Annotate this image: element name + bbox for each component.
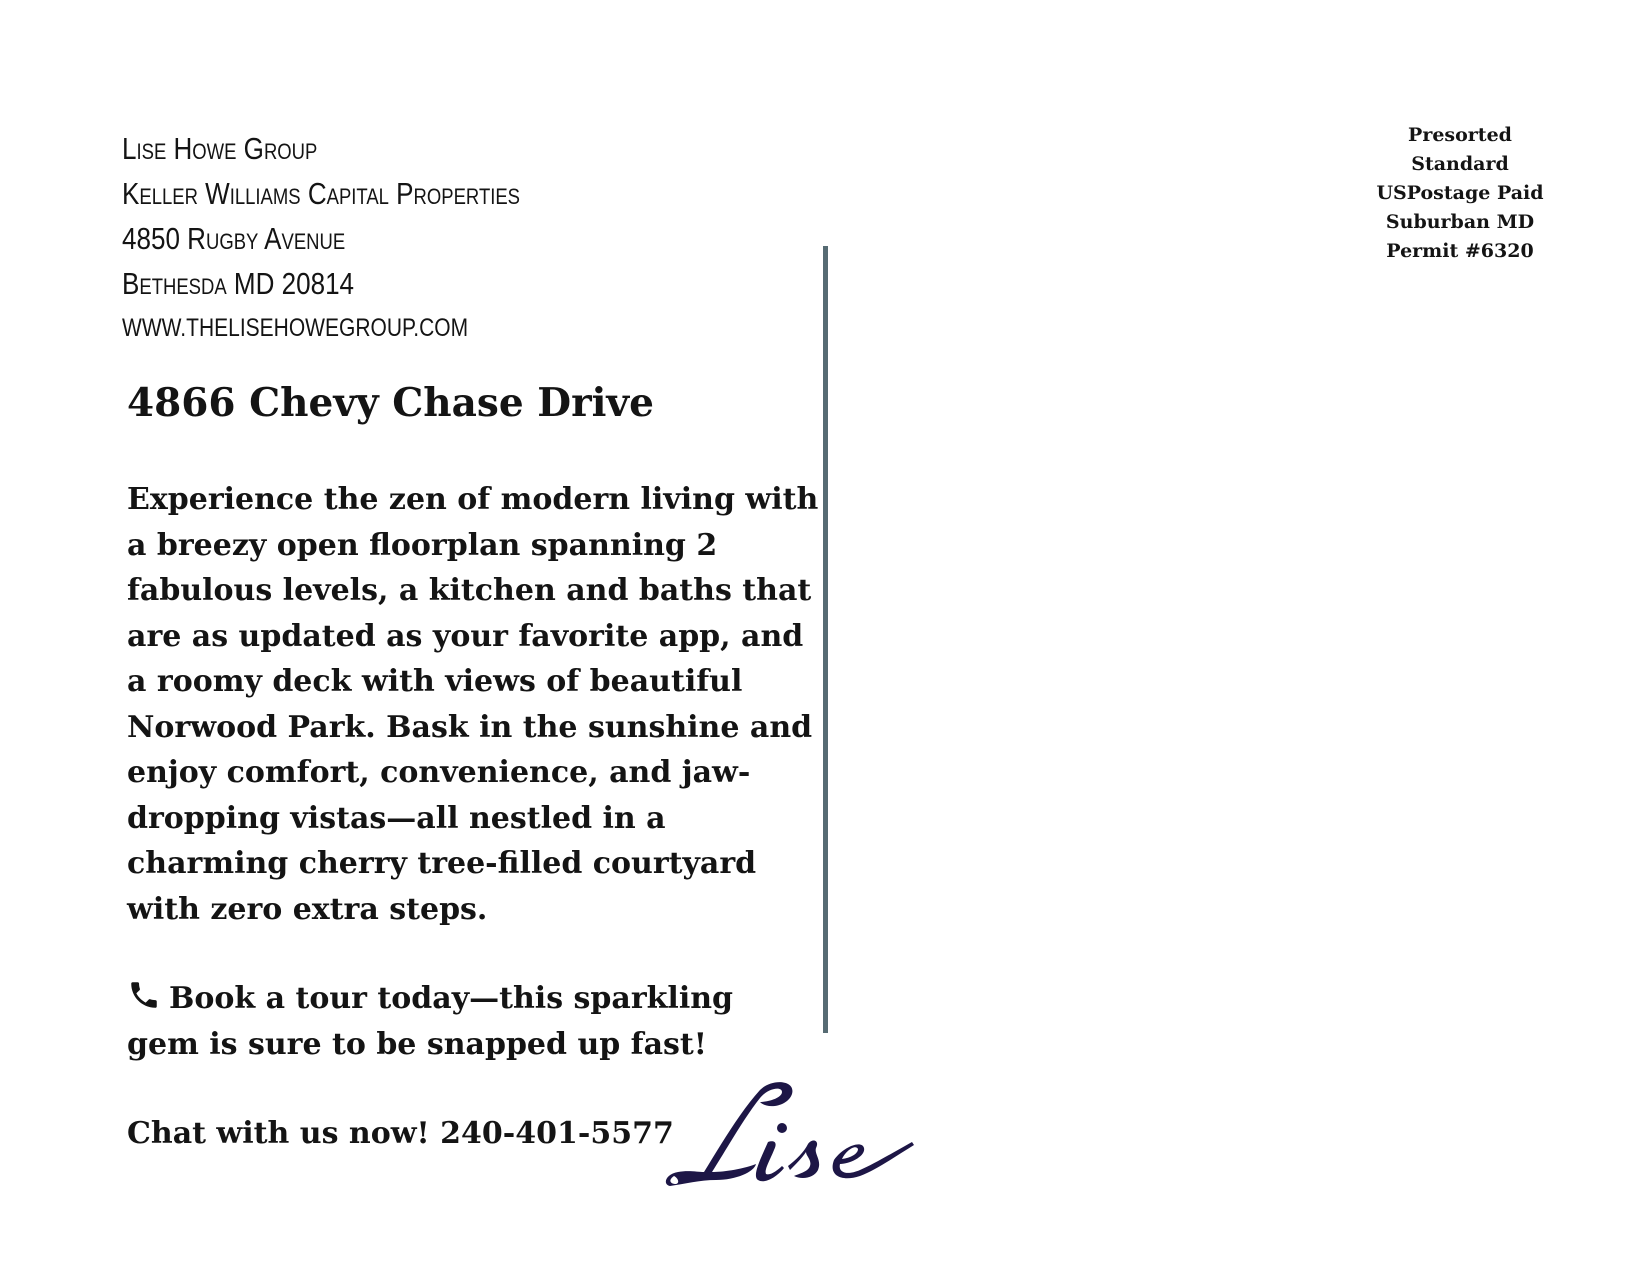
cta-line-1-wrap (127, 976, 787, 1022)
postage-line-1: Presorted (1408, 124, 1512, 146)
description-line: enjoy comfort, convenience, and jaw- (127, 755, 751, 790)
postage-line-2: Standard (1411, 153, 1509, 175)
cta-line-2: gem is sure to be snapped up fast! (127, 1026, 707, 1062)
description-line: Norwood Park. Bask in the sunshine and (127, 709, 813, 745)
postage-line-5: Permit #6320 (1386, 240, 1534, 262)
return-address (122, 126, 520, 351)
listing-description (127, 477, 819, 932)
postage-indicia (1340, 121, 1580, 266)
listing-address: 4866 Chevy Chase Drive (127, 380, 654, 426)
sender-website: WWW.THELISEHOWEGROUP.COM (122, 314, 469, 342)
phone-icon (127, 978, 161, 1012)
cta-line-1: Book a tour today—this sparkling (169, 981, 734, 1016)
call-to-action (127, 976, 787, 1067)
postage-line-3: USPostage Paid (1376, 182, 1544, 204)
vertical-divider (823, 246, 828, 1033)
description-line: a breezy open floorplan spanning 2 (127, 527, 718, 563)
description-line: are as updated as your favorite app, and (127, 618, 804, 654)
sender-street: 4850 Rugby Avenue (122, 221, 346, 256)
chat-phone: Chat with us now! 240-401-5577 (127, 1116, 674, 1151)
description-line: fabulous levels, a kitchen and baths that (127, 573, 812, 608)
sender-brokerage: Keller Williams Capital Properties (122, 176, 521, 211)
description-line: with zero extra steps. (127, 891, 488, 927)
postage-line-4: Suburban MD (1385, 211, 1535, 233)
description-line: charming cherry tree-filled courtyard (127, 846, 757, 881)
description-line: Experience the zen of modern living with (127, 482, 819, 517)
sender-name: Lise Howe Group (122, 131, 318, 166)
description-line: a roomy deck with views of beautiful (127, 664, 743, 699)
signature-lise (664, 1080, 914, 1190)
description-line: dropping vistas—all nestled in a (127, 800, 666, 836)
sender-city-state-zip: Bethesda MD 20814 (122, 266, 355, 301)
